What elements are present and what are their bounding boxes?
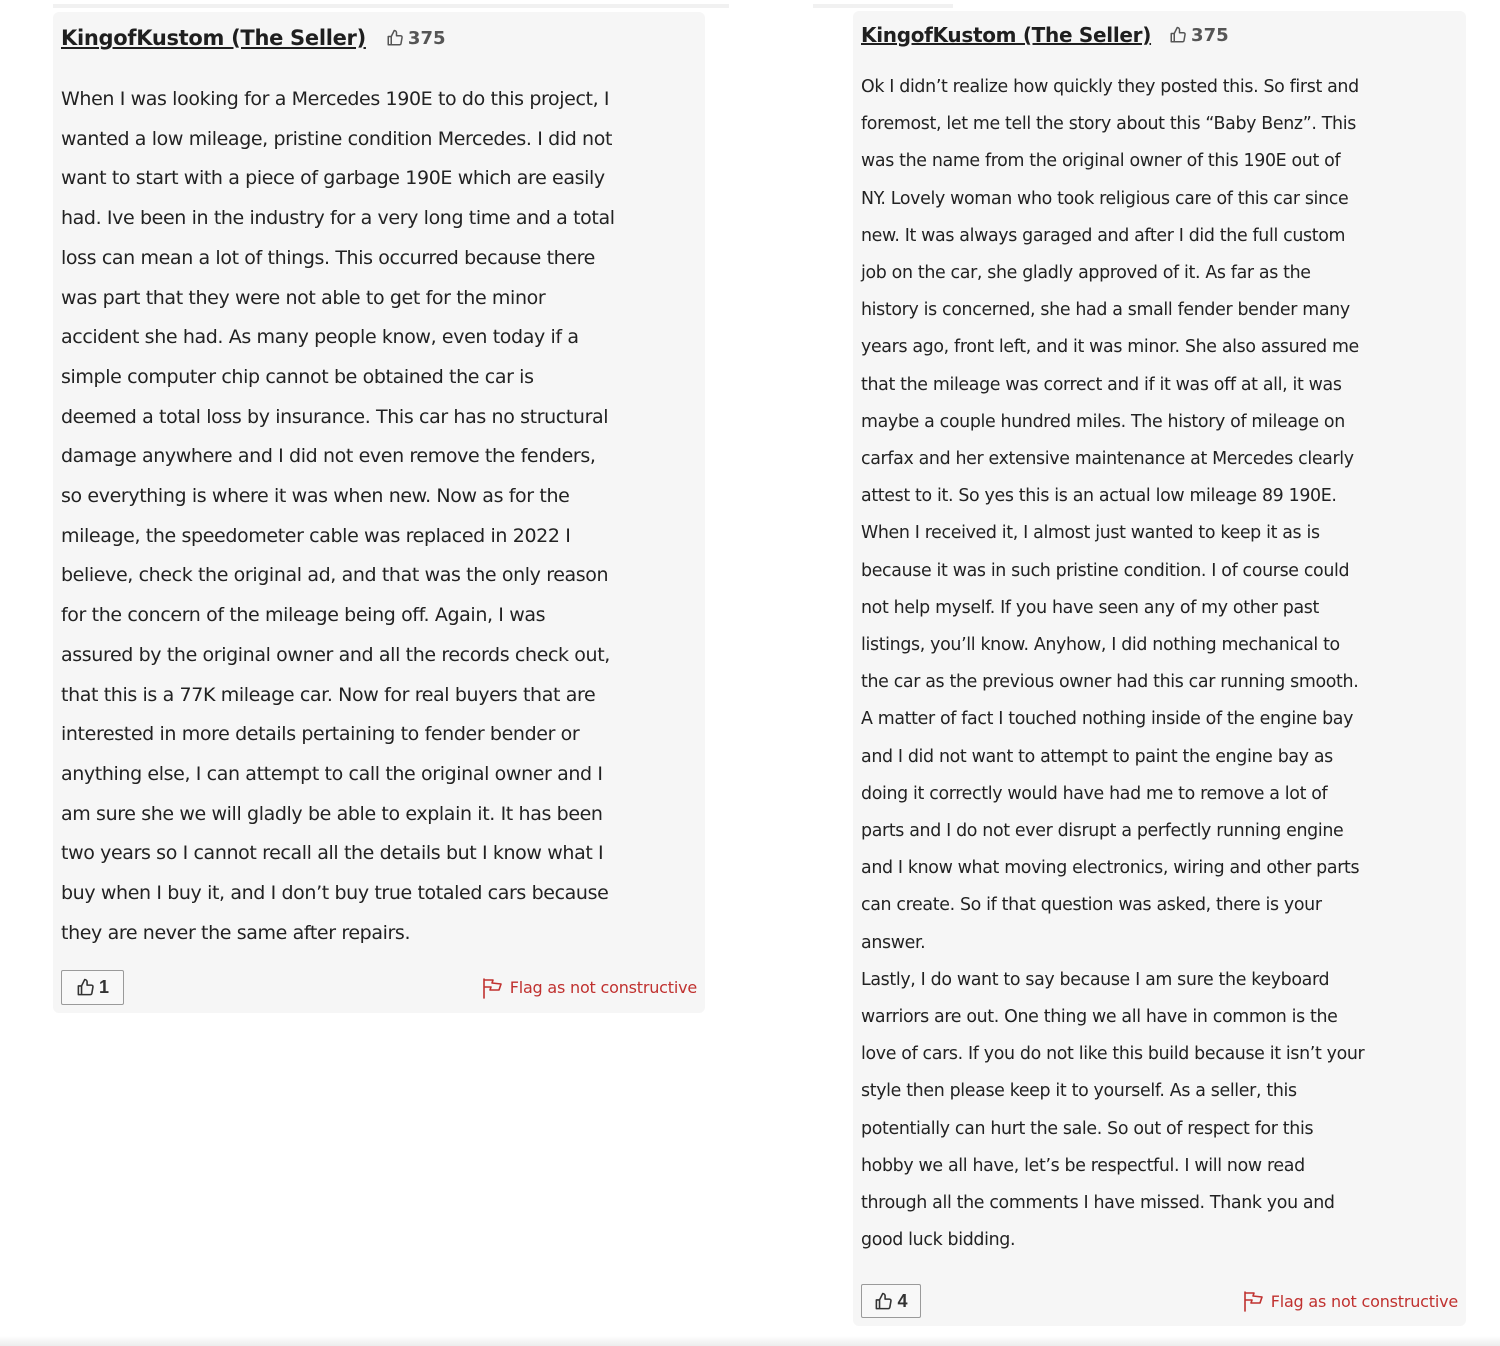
comment-footer xyxy=(861,1284,1458,1318)
author-link[interactable]: KingofKustom (The Seller) xyxy=(861,23,1152,47)
comment-line: they are never the same after repairs. xyxy=(61,921,411,944)
comment-line: can create. So if that question was asked, there is your xyxy=(861,895,1322,916)
comment-line: mileage, the speedometer cable was replaced in 2022 I xyxy=(61,524,571,547)
comment-line: Lastly, I do want to say because I am sure the keyboard xyxy=(861,969,1330,990)
comment-body xyxy=(61,80,697,953)
comment-footer xyxy=(61,970,697,1005)
author-reputation xyxy=(1169,25,1229,46)
upvote-button[interactable] xyxy=(61,970,124,1005)
comment-line: interested in more details pertaining to fender bender or xyxy=(61,723,580,746)
comment-line: buy when I buy it, and I don’t buy true totaled cars because xyxy=(61,882,609,905)
comment-line: was the name from the original owner of this 190E out of xyxy=(861,151,1341,172)
comment-line: simple computer chip cannot be obtained the car is xyxy=(61,365,534,388)
comment-line: doing it correctly would have had me to remove a lot of xyxy=(861,783,1328,804)
comment-header xyxy=(861,23,1458,47)
comment-line: foremost, let me tell the story about this “Baby Benz”. This xyxy=(861,114,1356,135)
flag-link[interactable] xyxy=(480,976,697,1000)
comment-line: history is concerned, she had a small fender bender many xyxy=(861,300,1350,321)
comment-line: and I did not want to attempt to paint the engine bay as xyxy=(861,746,1333,767)
flag-label: Flag as not constructive xyxy=(1270,1291,1458,1311)
comment-line: parts and I do not ever disrupt a perfectly running engine xyxy=(861,821,1344,842)
comment-line: love of cars. If you do not like this build because it isn’t your xyxy=(861,1044,1365,1065)
comment-line: so everything is where it was when new. Now as for the xyxy=(61,485,570,508)
comment-line: and I know what moving electronics, wiring and other parts xyxy=(861,858,1360,879)
comment-line: the car as the previous owner had this car running smooth. xyxy=(861,672,1359,693)
comment-line: for the concern of the mileage being off. Again, I was xyxy=(61,604,546,627)
comment-line: want to start with a piece of garbage 190E which are easily xyxy=(61,167,605,190)
comment-line: loss can mean a lot of things. This occurred because there xyxy=(61,246,595,269)
comment-line: When I received it, I almost just wanted to keep it as is xyxy=(861,523,1320,544)
comment-line: potentially can hurt the sale. So out of respect for this xyxy=(861,1118,1314,1139)
comment-line: good luck bidding. xyxy=(861,1230,1016,1251)
author-link[interactable]: KingofKustom (The Seller) xyxy=(61,26,366,50)
comment-line: NY. Lovely woman who took religious care of this car since xyxy=(861,188,1349,209)
comment-line: attest to it. So yes this is an actual low mileage 89 190E. xyxy=(861,486,1337,507)
comment-line: Ok I didn’t realize how quickly they posted this. So first and xyxy=(861,77,1359,97)
thumbs-up-icon xyxy=(1169,26,1187,44)
comment-line: carfax and her extensive maintenance at Mercedes clearly xyxy=(861,449,1354,470)
thumbs-up-icon xyxy=(76,978,95,997)
comment-line: through all the comments I have missed. Thank you and xyxy=(861,1193,1335,1214)
comment-line: assured by the original owner and all the records check out, xyxy=(61,643,610,666)
comment-line: years ago, front left, and it was minor. She also assured me xyxy=(861,337,1359,358)
comment-line: accident she had. As many people know, even today if a xyxy=(61,326,579,349)
upvote-button[interactable] xyxy=(861,1284,921,1318)
thumbs-up-icon xyxy=(386,29,404,47)
comment-line: that this is a 77K mileage car. Now for real buyers that are xyxy=(61,683,596,706)
comment-line: anything else, I can attempt to call the original owner and I xyxy=(61,762,603,785)
comment-line: warriors are out. One thing we all have in common is the xyxy=(861,1007,1338,1028)
comment-line: new. It was always garaged and after I did the full custom xyxy=(861,225,1346,246)
reputation-count: 375 xyxy=(1191,24,1229,46)
comment-line: A matter of fact I touched nothing inside of the engine bay xyxy=(861,709,1354,730)
comment-line: style then please keep it to yourself. As a seller, this xyxy=(861,1081,1297,1102)
upvote-count: 1 xyxy=(98,977,109,997)
comment-card xyxy=(53,12,705,1013)
comment-line: deemed a total loss by insurance. This car has no structural xyxy=(61,405,609,428)
reputation-count: 375 xyxy=(407,27,446,49)
comment-line: because it was in such pristine condition. I of course could xyxy=(861,560,1350,581)
top-divider xyxy=(813,4,953,8)
comment-line: answer. xyxy=(861,932,926,953)
comment-line: maybe a couple hundred miles. The history of mileage on xyxy=(861,411,1345,432)
top-divider xyxy=(53,4,729,8)
thumbs-up-icon xyxy=(874,1292,893,1311)
comment-line: was part that they were not able to get for the minor xyxy=(61,286,546,309)
comment-header xyxy=(61,26,697,50)
comment-line: am sure she we will gladly be able to explain it. It has been xyxy=(61,802,603,825)
comment-line: wanted a low mileage, pristine condition Mercedes. I did not xyxy=(61,127,613,150)
author-reputation xyxy=(386,28,446,49)
comment-line: that the mileage was correct and if it was off at all, it was xyxy=(861,374,1342,395)
comment-line: two years so I cannot recall all the details but I know what I xyxy=(61,842,604,865)
comment-card xyxy=(853,11,1466,1326)
comment-line: hobby we all have, let’s be respectful. I will now read xyxy=(861,1155,1305,1176)
comment-line: When I was looking for a Mercedes 190E to do this project, I xyxy=(61,88,610,110)
comment-line: had. Ive been in the industry for a very long time and a total xyxy=(61,207,615,230)
comment-line: not help myself. If you have seen any of my other past xyxy=(861,597,1319,618)
flag-icon xyxy=(480,976,504,1000)
bottom-shadow xyxy=(0,1336,1500,1346)
flag-label: Flag as not constructive xyxy=(509,978,697,997)
comment-line: job on the car, she gladly approved of it. As far as the xyxy=(861,263,1311,284)
comment-line: believe, check the original ad, and that was the only reason xyxy=(61,564,609,587)
comment-body xyxy=(861,69,1458,1260)
comment-line: listings, you’ll know. Anyhow, I did nothing mechanical to xyxy=(861,635,1340,656)
flag-link[interactable] xyxy=(1241,1289,1458,1313)
comment-line: damage anywhere and I did not even remove the fenders, xyxy=(61,445,596,468)
upvote-count: 4 xyxy=(897,1290,908,1311)
flag-icon xyxy=(1241,1289,1265,1313)
